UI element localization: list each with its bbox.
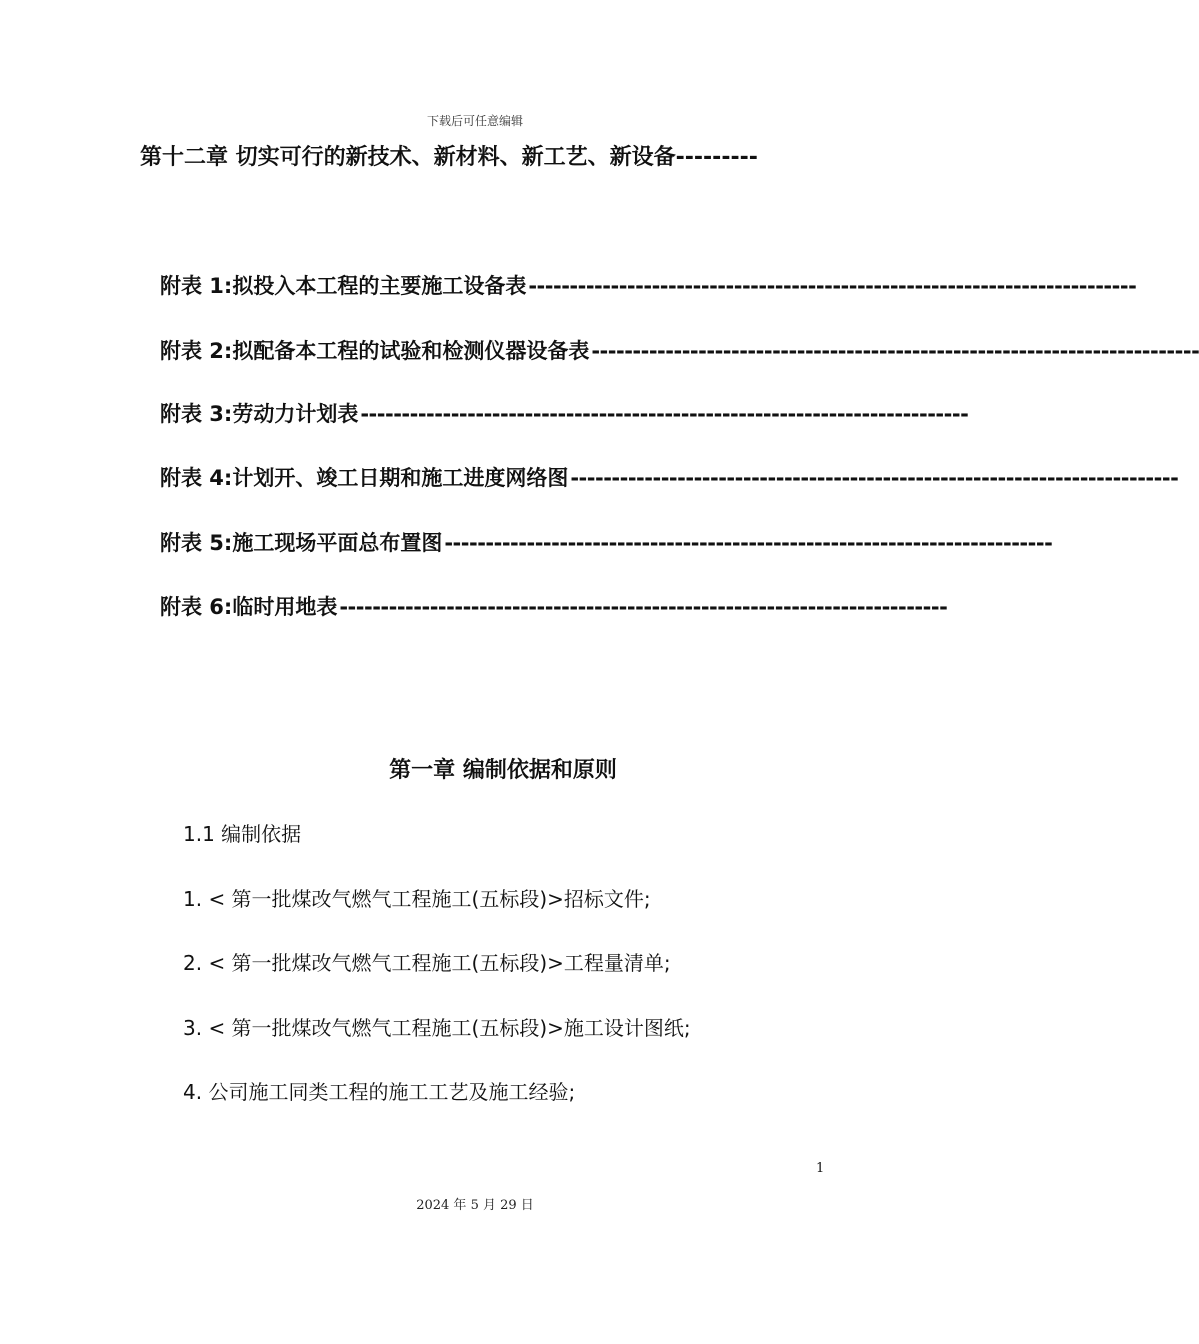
appendix-row-3	[160, 398, 969, 428]
appendix-label: 附表 5:施工现场平面总布置图	[160, 531, 443, 555]
footer-date: 2024 年 5 月 29 日	[416, 1198, 534, 1213]
chapter-title: 第一章 编制依据和原则	[389, 758, 617, 783]
dash-leader: --------------------------------------------------------------------------	[339, 595, 948, 619]
toc-chapter-12: 第十二章 切实可行的新技术、新材料、新工艺、新设备---------	[140, 145, 758, 170]
dash-leader: --------------------------------------------------------------------------	[528, 274, 1137, 298]
section-heading: 1.1 编制依据	[183, 822, 302, 846]
dash-leader: --------------------------------------------------------------------------	[570, 466, 1179, 490]
dash-leader: --------------------------------------------------------------------------	[591, 339, 1199, 363]
appendix-row-1	[160, 270, 1137, 300]
dash-leader: --------------------------------------------------------------------------	[444, 531, 1053, 555]
appendix-row-4	[160, 462, 1179, 492]
appendix-label: 附表 3:劳动力计划表	[160, 402, 359, 426]
appendix-row-6	[160, 591, 948, 621]
basis-item-4: 4. 公司施工同类工程的施工工艺及施工经验;	[183, 1080, 576, 1104]
appendix-label: 附表 1:拟投入本工程的主要施工设备表	[160, 274, 527, 298]
basis-item-3: 3. < 第一批煤改气燃气工程施工(五标段)>施工设计图纸;	[183, 1016, 691, 1040]
dash-leader: --------------------------------------------------------------------------	[360, 402, 969, 426]
appendix-row-5	[160, 527, 1053, 557]
appendix-label: 附表 2:拟配备本工程的试验和检测仪器设备表	[160, 339, 590, 363]
appendix-row-2	[160, 335, 1199, 365]
basis-item-1: 1. < 第一批煤改气燃气工程施工(五标段)>招标文件;	[183, 887, 651, 911]
appendix-label: 附表 4:计划开、竣工日期和施工进度网络图	[160, 466, 569, 490]
page-number: 1	[816, 1161, 825, 1176]
appendix-label: 附表 6:临时用地表	[160, 595, 338, 619]
header-note: 下载后可任意编辑	[426, 114, 523, 128]
basis-item-2: 2. < 第一批煤改气燃气工程施工(五标段)>工程量清单;	[183, 951, 671, 975]
